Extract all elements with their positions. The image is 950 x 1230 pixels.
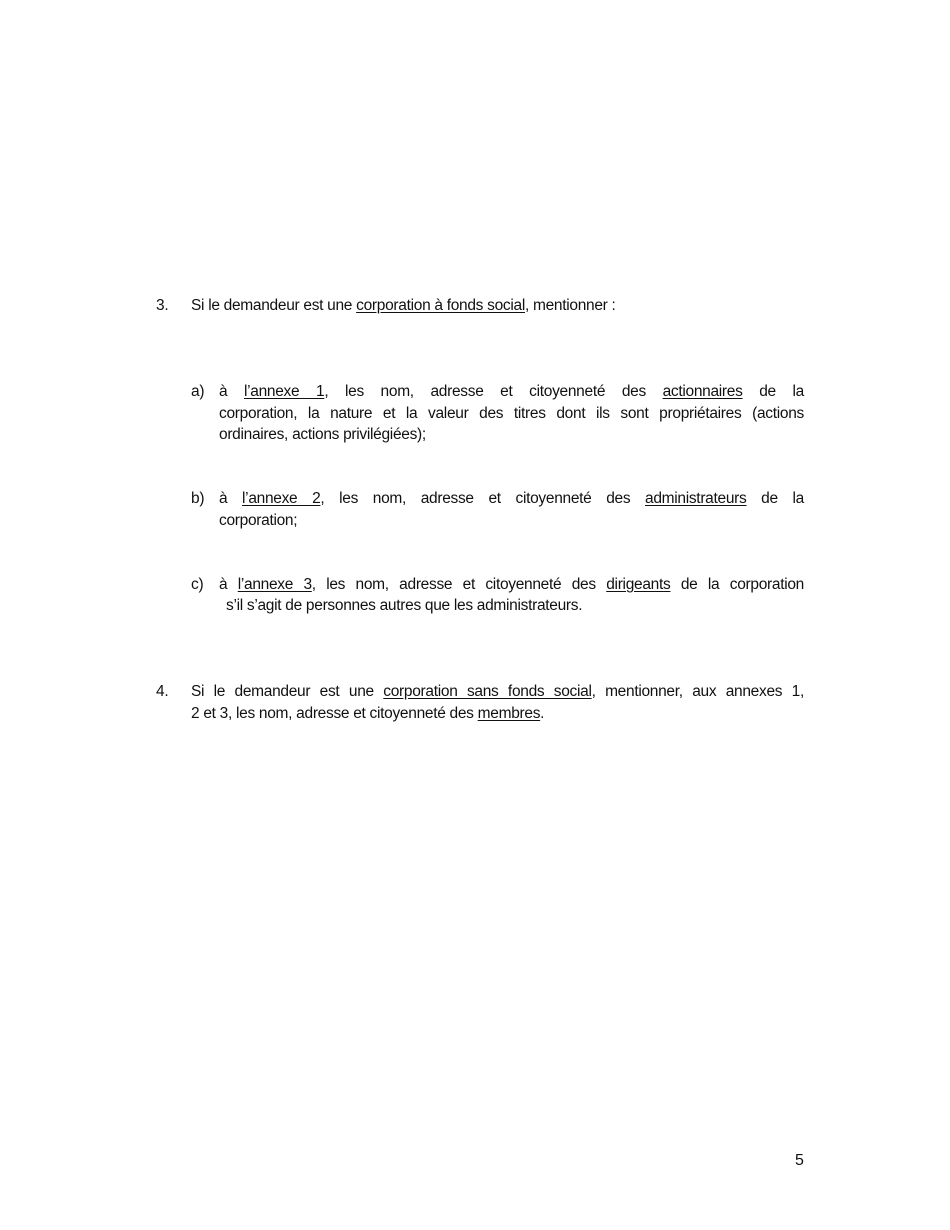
term-annexe-1: l’annexe 1 (243, 383, 325, 400)
term-membres: membres (477, 705, 541, 722)
item-3-text-after: , mentionner : (524, 297, 616, 314)
term-corporation-a-fonds-social: corporation à fonds social (356, 297, 525, 314)
item-3-text (191, 295, 616, 317)
subitem-c-line-1 (219, 574, 804, 596)
text: , les nom, adresse et citoyenneté des (311, 576, 607, 593)
subitem-a-label: a) (191, 383, 205, 400)
subitem-c-label: c) (191, 576, 204, 593)
text: de la (746, 490, 804, 507)
text: . (540, 705, 545, 722)
item-4-line-1 (191, 681, 804, 703)
subitem-a-line-2: corporation, la nature et la valeur des titres dont ils sont propriétaires (actions (219, 405, 804, 422)
term-annexe-3: l’annexe 3 (237, 576, 312, 593)
subitem-b-line-1 (219, 488, 804, 510)
text: , mentionner, aux annexes 1, (591, 683, 804, 700)
page-number: 5 (795, 1152, 804, 1169)
subitem-c-line-2: s’il s’agit de personnes autres que les administrateurs. (226, 597, 583, 614)
text: , les nom, adresse et citoyenneté des (324, 383, 663, 400)
text: à (219, 490, 243, 507)
term-actionnaires: actionnaires (662, 383, 743, 400)
term-administrateurs: administrateurs (645, 490, 747, 507)
text: à (219, 383, 244, 400)
item-3-number: 3. (156, 297, 169, 314)
item-3-text-before: Si le demandeur est une (191, 297, 357, 314)
text: de la (742, 383, 804, 400)
subitem-b-label: b) (191, 490, 205, 507)
subitem-a-line-1 (219, 381, 804, 403)
item-4-line-2 (191, 703, 544, 725)
text: à (219, 576, 238, 593)
text: 2 et 3, les nom, adresse et citoyenneté des (191, 705, 478, 722)
subitem-a-line-3: ordinaires, actions privilégiées); (219, 426, 426, 443)
text: de la corporation (670, 576, 805, 593)
term-annexe-2: l’annexe 2 (242, 490, 321, 507)
subitem-b-line-2: corporation; (219, 512, 298, 529)
term-corporation-sans-fonds-social: corporation sans fonds social (383, 683, 592, 700)
text: , les nom, adresse et citoyenneté des (320, 490, 645, 507)
text: Si le demandeur est une (191, 683, 384, 700)
term-dirigeants: dirigeants (606, 576, 671, 593)
item-4-number: 4. (156, 683, 169, 700)
